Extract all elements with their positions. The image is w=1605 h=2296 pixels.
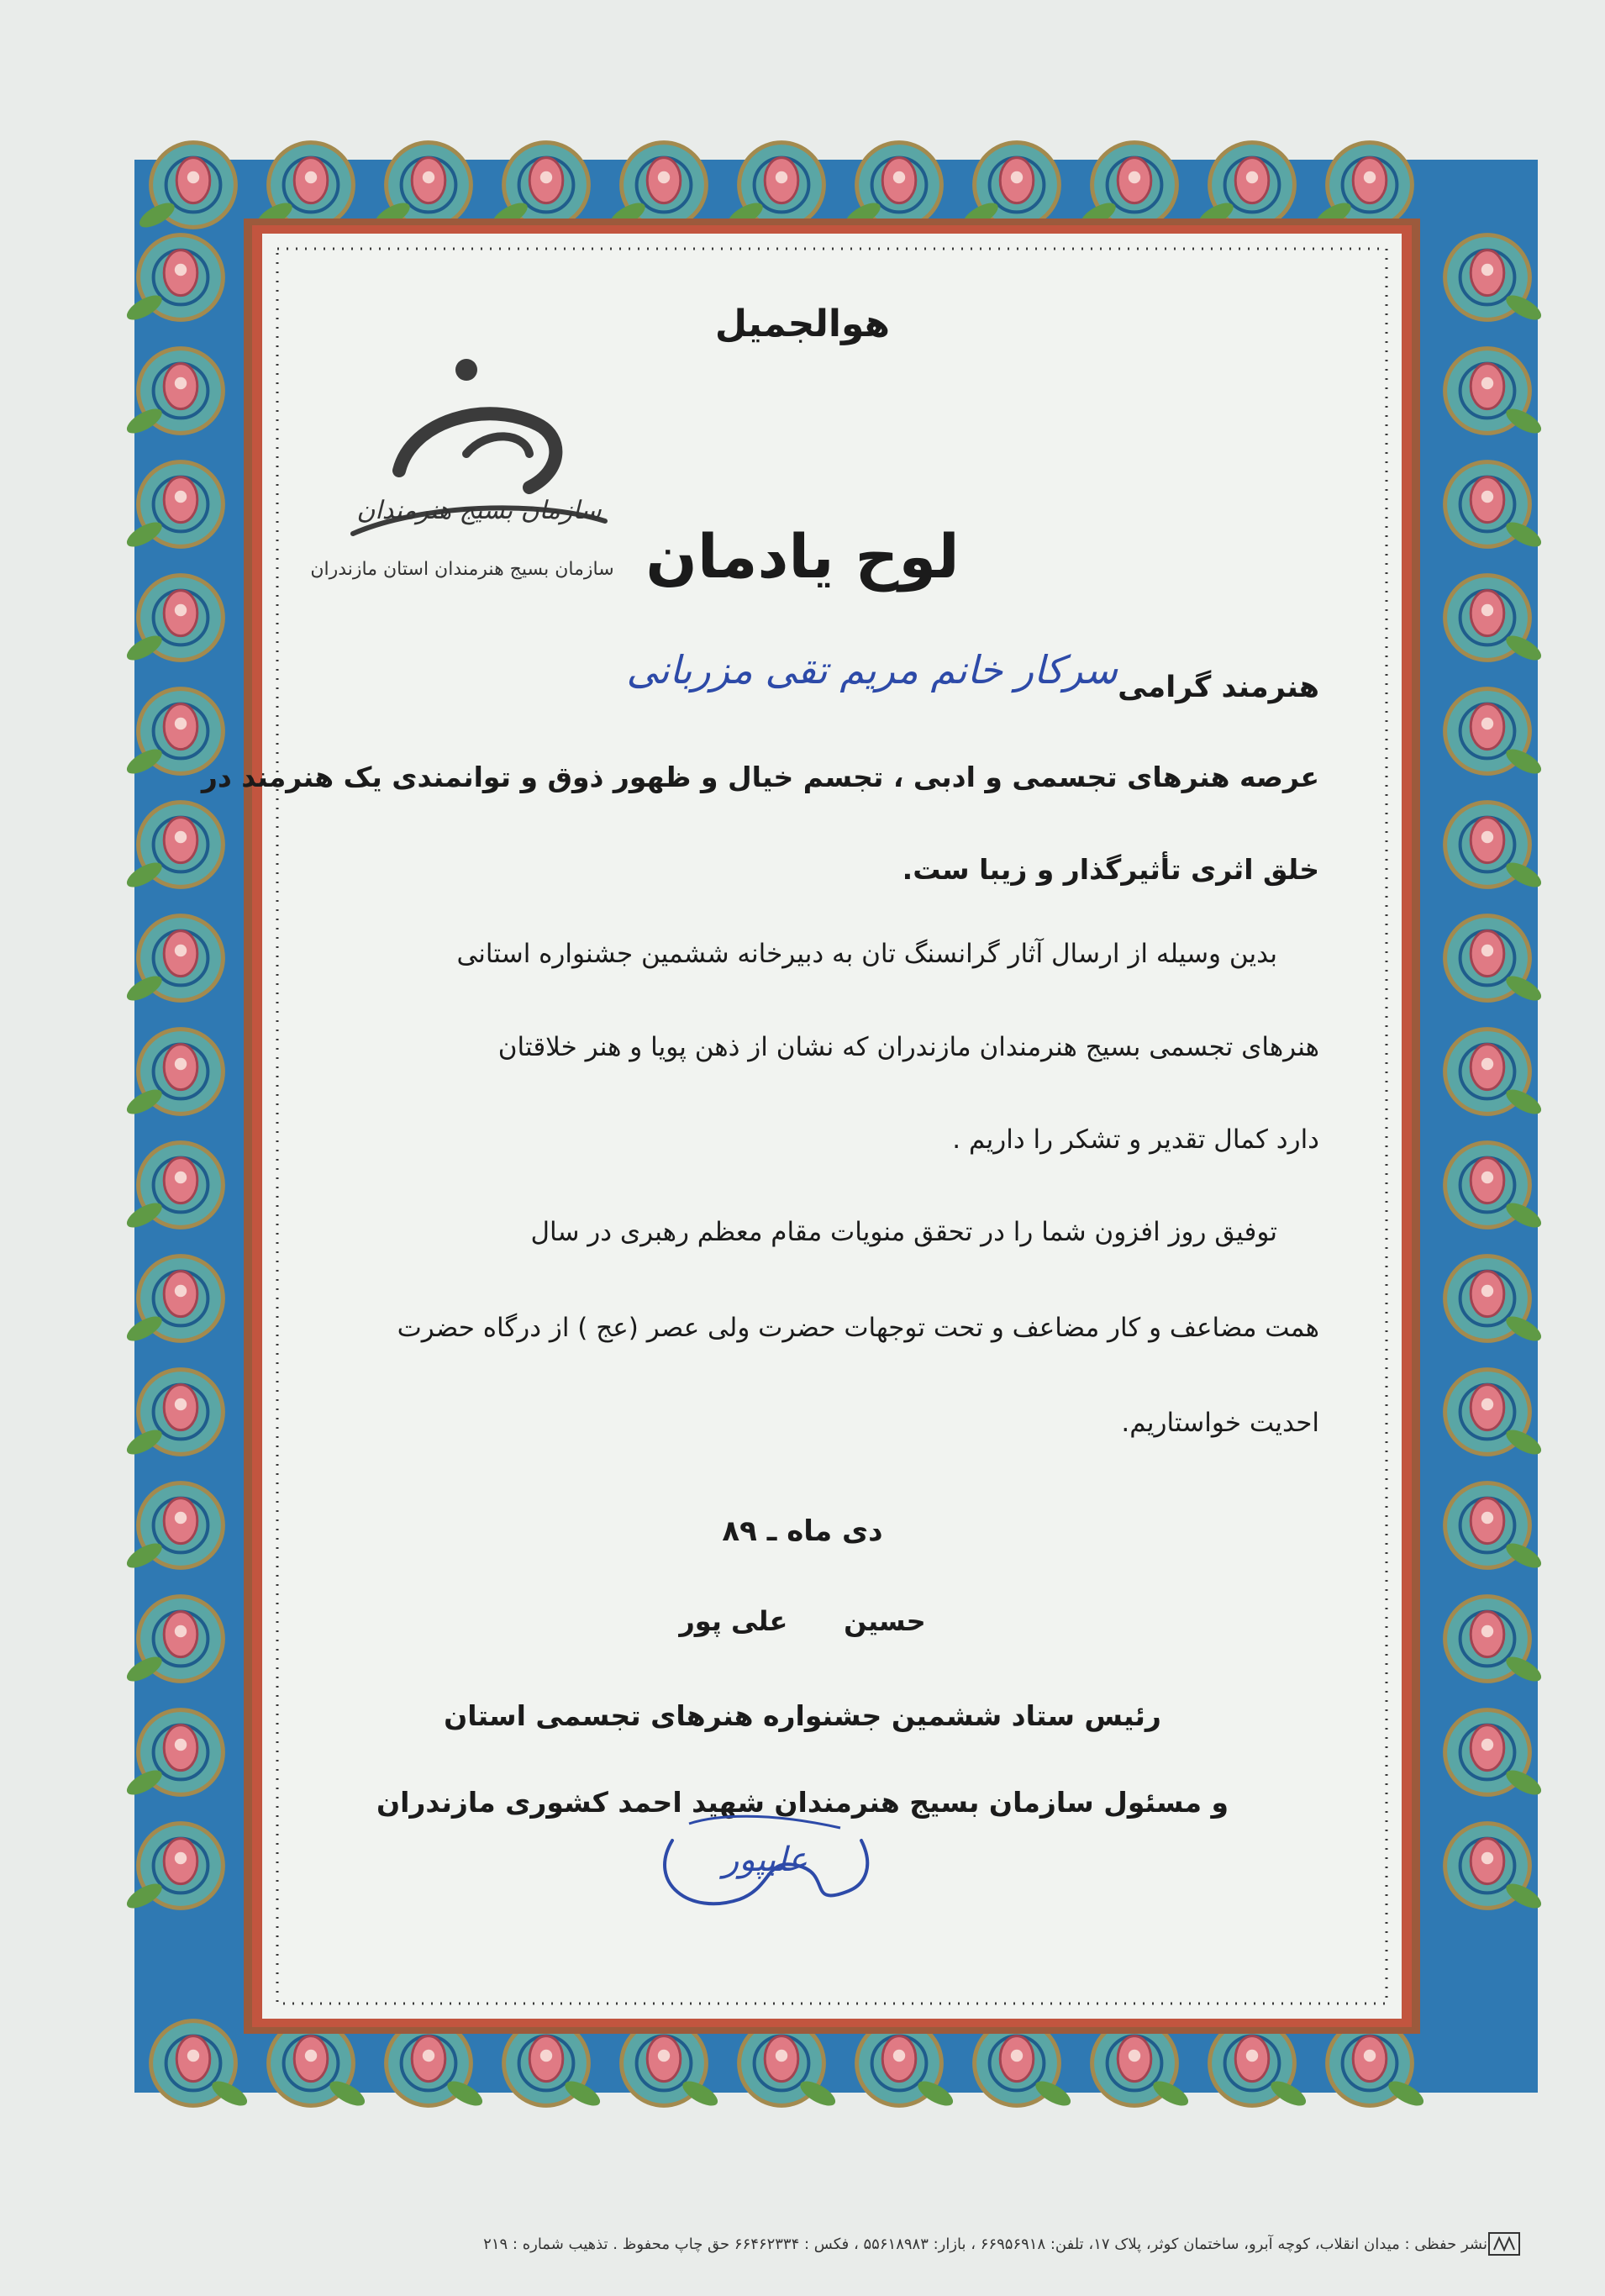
organization-caption: سازمان بسیج هنرمندان استان مازندران	[310, 559, 614, 580]
salutation-label: هنرمند گرامی	[1118, 671, 1319, 704]
recipient-name-handwritten: سرکار خانم مریم تقی مزربانی	[626, 647, 1118, 692]
paragraph-3-line-3: احدیت خواستاریم.	[1121, 1408, 1319, 1438]
publisher-footer: نشر حفظی : میدان انقلاب، کوچه آبرو، ساختمان کوثر، پلاک ۱۷، تلفن: ۶۶۹۵۶۹۱۸ ، بازار: ۵۵۶۱۸۹۸۳ ، فکس : ۶۶۴۶۲۳۳۴ حق چاپ محفوظ . تذهیب شماره : ۲۱۹	[483, 2235, 1487, 2253]
signer-title-line-2: و مسئول سازمان بسیج هنرمندان شهید احمد کشوری مازندران	[376, 1786, 1229, 1819]
signature-handwritten: علیپور	[723, 1840, 808, 1879]
paragraph-3-line-1: توفیق روز افزون شما را در تحقق منویات مقام معظم رهبری در سال	[530, 1217, 1277, 1247]
logo-calligraphy: سازمان بسیج هنرمندان	[356, 496, 602, 525]
publisher-logo-icon	[1487, 2231, 1521, 2257]
issue-date: دی ماه ـ ۸۹	[722, 1514, 883, 1548]
paragraph-2-line-1: بدین وسیله از ارسال آثار گرانسنگ تان به دبیرخانه ششمین جشنواره استانی	[456, 939, 1277, 969]
certificate-title: لوح یادمان	[645, 521, 960, 592]
signer-name: حسین علی پور	[679, 1605, 926, 1637]
paragraph-1-line-1: عرصه هنرهای تجسمی و ادبی ، تجسم خیال و ظهور ذوق و توانمندی یک هنرمند در	[201, 761, 1319, 793]
invocation-heading: هوالجمیل	[714, 303, 891, 345]
signer-title-line-1: رئیس ستاد ششمین جشنواره هنرهای تجسمی استان	[444, 1699, 1161, 1732]
paragraph-2-line-2: هنرهای تجسمی بسیج هنرمندان مازندران که نشان از ذهن پویا و هنر خلاقتان	[497, 1032, 1319, 1062]
paragraph-1-line-2: خلق اثری تأثیرگذار و زیبا ست.	[902, 853, 1319, 886]
paragraph-3-line-2: همت مضاعف و کار مضاعف و تحت توجهات حضرت ولی عصر (عج ) از درگاه حضرت	[397, 1313, 1319, 1343]
paragraph-2-line-3: دارد کمال تقدیر و تشکر را داریم .	[952, 1124, 1319, 1155]
